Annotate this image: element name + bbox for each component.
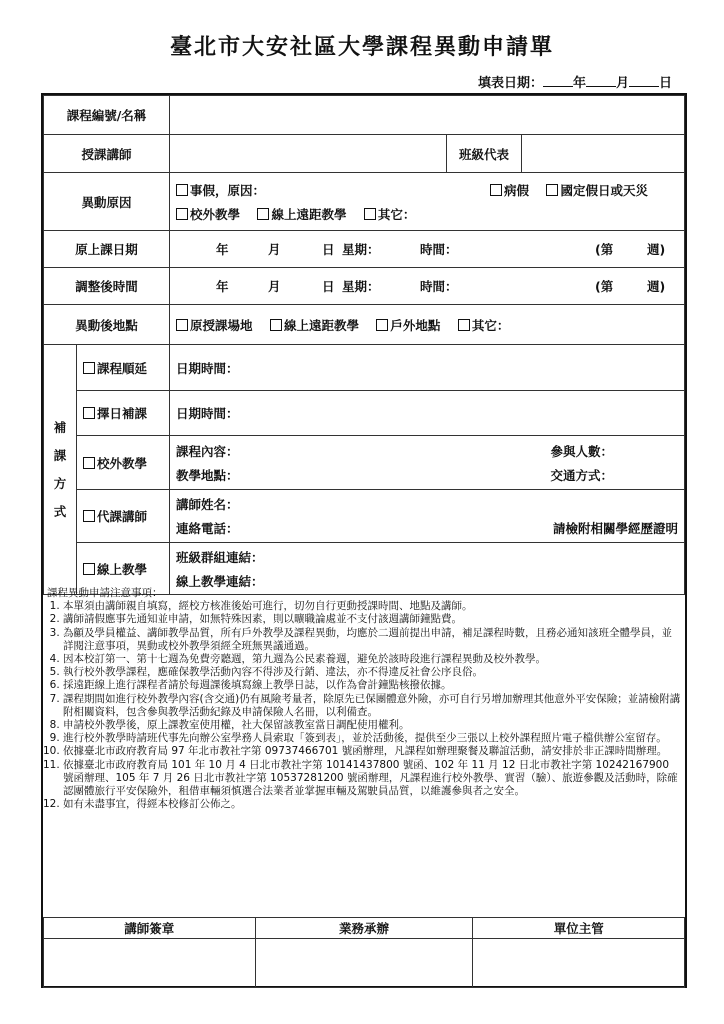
method-char: 方 [53,475,67,491]
day-text: 日 [322,279,335,294]
month-label: 月 [615,76,629,91]
checkbox[interactable] [83,407,95,419]
checkbox[interactable] [176,184,188,196]
location-other-option[interactable] [458,318,510,333]
class-rep-field[interactable] [522,135,685,173]
fill-date [478,72,672,91]
makeup-date-field[interactable] [170,391,685,436]
online-group-label: 班級群組連結： [176,549,264,565]
method-char: 式 [53,503,67,519]
checkbox[interactable] [376,319,388,331]
location-original-option[interactable] [176,318,253,333]
note-item: 2. 講師請假應事先通知並申請，如無特殊因素，則以曠職論處並不支付該週講師鐘點費。 [63,613,681,626]
weekday-text: 星期： [342,242,380,257]
year-text: 年 [216,242,229,257]
month-blank[interactable] [586,74,616,87]
month-text: 月 [268,242,281,257]
day-blank[interactable] [629,74,659,87]
teacher-label: 授課講師 [44,135,170,173]
signature-table [43,917,685,988]
notes-list [47,600,681,811]
checkbox[interactable] [83,362,95,374]
note-item: 8. 申請校外教學後，原上課教室使用權，社大保留該教室當日調配使用權利。 [63,719,681,732]
original-date-field[interactable] [170,231,685,268]
reason-outdoor-label: 校外教學 [190,206,241,222]
weekday-text: 星期： [342,279,380,294]
postpone-date-label: 日期時間： [176,360,239,376]
reason-online-option[interactable] [257,207,346,222]
method-postpone-label: 課程順延 [97,360,148,376]
teacher-field[interactable] [170,135,447,173]
reason-leave-label: 事假，原因： [190,182,266,198]
note-item: 3. 為顧及學員權益、講師教學品質，所有戶外教學及課程異動，均應於二週前提出申請，補足課程時數，且務必通知該班全體學員，並詳閱注意事項，異動或校外教學須經全班無異議通過。 [63,627,681,653]
adjusted-time-field[interactable] [170,268,685,305]
checkbox[interactable] [270,319,282,331]
form-frame [41,93,687,988]
location-online-option[interactable] [270,318,359,333]
outdoor-place-label: 教學地點： [176,467,239,483]
note-item: 6. 採遠距線上進行課程者請於每週課後填寫線上教學日誌，以作為會計鐘點核撥依據。 [63,679,681,692]
method-side-label [44,345,77,595]
checkbox[interactable] [364,208,376,220]
year-blank[interactable] [543,74,573,87]
day-label: 日 [658,76,672,91]
checkbox[interactable] [257,208,269,220]
class-rep-label: 班級代表 [447,135,522,173]
location-options [170,305,685,345]
substitute-note: 請檢附相關學經歷證明 [552,521,678,536]
note-item: 11. 依據臺北市政府教育局 101 年 10 月 4 日北市教社字第 10141437800 號函、102 年 11 月 12 日北市教社字第 10242167900 號函辦理、105 年 7 月 26 日北市教社字第 10537281200 號函辦理，凡課程進行校外教學、實習（驗）、旅遊參觀及活動時，除確認團體旅行平安保險外，租借車輛須慎選合法業者並掌握車輛及駕駛員品質，以維護參與者之安全。 [63,759,681,799]
substitute-name-label: 講師姓名： [176,497,239,512]
method-outdoor-label: 校外教學 [97,455,148,471]
signature-section [43,917,685,988]
note-item: 7. 課程期間如進行校外教學內容(含交通)仍有風險考量者，除原先已保團體意外險，亦可自行另增加辦理其他意外平安保險；並請檢附講附相關資料，包含參與教學活動紀錄及申請保險人名冊，以利備查。 [63,693,681,719]
outdoor-content-label: 課程內容： [176,443,239,459]
reason-leave-option[interactable] [176,181,265,199]
note-item: 12. 如有未盡事宜，得經本校修訂公佈之。 [63,798,681,811]
outdoor-fields[interactable] [170,436,685,490]
course-field[interactable] [170,96,685,135]
location-other-label: 其它： [471,317,510,333]
reason-other-option[interactable] [364,207,416,222]
supervisor-signature-label: 單位主管 [473,918,685,939]
notes-heading: 課程異動申請注意事項： [47,587,163,599]
method-outdoor-option[interactable] [77,436,170,490]
month-text: 月 [268,279,281,294]
day-text: 日 [322,242,335,257]
page-title: 臺北市大安社區大學課程異動申請單 [169,35,554,60]
teacher-signature-field[interactable] [44,939,256,988]
location-label: 異動後地點 [44,305,170,345]
method-online-label: 線上教學 [97,561,148,577]
week-close-text: 週) [647,242,666,257]
reason-holiday-label: 國定假日或天災 [560,182,648,198]
checkbox[interactable] [176,319,188,331]
method-char: 補 [53,419,67,435]
adjusted-time-label: 調整後時間 [44,268,170,305]
reason-options [170,173,685,231]
checkbox[interactable] [83,563,95,575]
time-text: 時間： [420,242,458,257]
reason-other-label: 其它： [377,206,416,222]
year-text: 年 [216,279,229,294]
checkbox[interactable] [83,510,95,522]
checkbox[interactable] [83,457,95,469]
reason-online-label: 線上遠距教學 [271,206,347,222]
substitute-fields[interactable] [170,490,685,543]
original-date-label: 原上課日期 [44,231,170,268]
note-item: 1. 本單須由講師親自填寫，經校方核准後始可進行，切勿自行更動授課時間、地點及講師。 [63,600,681,613]
staff-signature-label: 業務承辦 [255,918,473,939]
location-original-label: 原授課場地 [190,317,253,333]
method-makeup-option[interactable] [77,391,170,436]
checkbox[interactable] [546,184,558,196]
method-substitute-option[interactable] [77,490,170,543]
year-label: 年 [572,76,586,91]
form-table [43,95,685,595]
fill-date-label: 填表日期： [477,76,543,91]
week-open-text: (第 [595,279,614,294]
location-outdoor-option[interactable] [376,318,440,333]
note-item: 4. 因本校訂第一、第十七週為免費旁聽週，第九週為公民素養週，避免於該時段進行課程異動及校外教學。 [63,653,681,666]
makeup-date-label: 日期時間： [176,406,239,421]
week-close-text: 週) [647,279,666,294]
checkbox[interactable] [490,184,502,196]
teacher-signature-label: 講師簽章 [44,918,256,939]
reason-label: 異動原因 [44,173,170,231]
note-item: 9. 進行校外教學時請班代事先向辦公室學務人員索取「簽到表」，並於活動後，提供至少三張以上校外課程照片電子檔供辦公室留存。 [63,732,681,745]
location-online-label: 線上遠距教學 [283,317,359,333]
course-label: 課程編號/名稱 [44,96,170,135]
time-text: 時間： [420,279,458,294]
week-open-text: (第 [595,242,614,257]
reason-sick-label: 病假 [504,182,530,198]
method-postpone-option[interactable] [77,345,170,391]
note-item: 10. 依據臺北市政府教育局 97 年北市教社字第 09737466701 號函辦理，凡課程如辦理聚餐及聯誼活動，請安排於非正課時間辦理。 [63,745,681,758]
notes-section [43,585,685,813]
outdoor-participants-label: 參與人數： [550,443,613,459]
location-outdoor-label: 戶外地點 [390,317,441,333]
checkbox[interactable] [176,208,188,220]
supervisor-signature-field[interactable] [473,939,685,988]
method-char: 課 [53,447,67,463]
method-makeup-label: 擇日補課 [97,406,148,421]
staff-signature-field[interactable] [255,939,473,988]
postpone-date-field[interactable] [170,345,685,391]
reason-outdoor-option[interactable] [176,207,240,222]
method-substitute-label: 代課講師 [97,509,148,524]
online-link-label: 線上教學連結： [176,573,264,589]
note-item: 5. 執行校外教學課程，應確保教學活動內容不得涉及行銷、違法，亦不得違反社會公序良俗。 [63,666,681,679]
outdoor-transport-label: 交通方式： [550,467,613,483]
substitute-phone-label: 連絡電話： [176,521,239,536]
checkbox[interactable] [458,319,470,331]
reason-holiday-option[interactable] [546,183,648,198]
reason-sick-option[interactable] [490,183,529,198]
